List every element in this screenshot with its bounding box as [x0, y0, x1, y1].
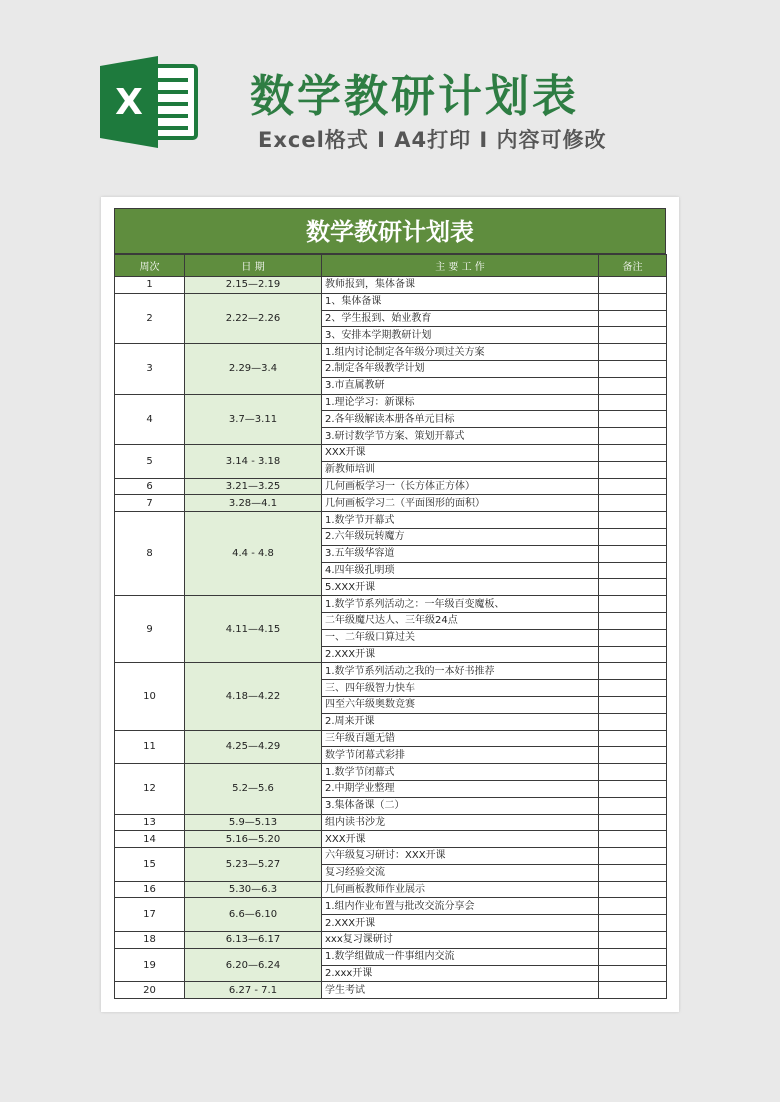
note-cell[interactable]	[599, 277, 667, 294]
date-range-cell[interactable]: 3.7—3.11	[185, 394, 322, 444]
note-cell[interactable]	[599, 797, 667, 814]
plan-table-body	[115, 277, 667, 999]
note-cell[interactable]	[599, 730, 667, 747]
note-cell[interactable]	[599, 848, 667, 865]
plan-table	[114, 254, 667, 999]
date-range-cell[interactable]: 4.25—4.29	[185, 730, 322, 764]
week-number-cell[interactable]: 8	[115, 512, 185, 596]
note-cell[interactable]	[599, 898, 667, 915]
table-row	[115, 344, 667, 361]
week-number-cell[interactable]: 3	[115, 344, 185, 394]
task-cell[interactable]: 二年级魔尺达人、三年级24点	[322, 612, 599, 629]
note-cell[interactable]	[599, 344, 667, 361]
date-range-cell[interactable]: 6.20—6.24	[185, 948, 322, 982]
week-number-cell[interactable]: 16	[115, 881, 185, 898]
task-cell[interactable]: 1.理论学习：新课标	[322, 394, 599, 411]
task-cell[interactable]: 1.数学节系列活动之：一年级百变魔板、	[322, 596, 599, 613]
table-row	[115, 932, 667, 949]
note-cell[interactable]	[599, 713, 667, 730]
table-row	[115, 277, 667, 294]
task-cell[interactable]: 2.XXX开课	[322, 646, 599, 663]
svg-text:X: X	[115, 82, 143, 123]
task-cell[interactable]: 复习经验交流	[322, 864, 599, 881]
task-cell[interactable]: 1.组内讨论制定各年级分项过关方案	[322, 344, 599, 361]
date-range-cell[interactable]: 3.14 - 3.18	[185, 444, 322, 478]
note-cell[interactable]	[599, 646, 667, 663]
date-range-cell[interactable]: 4.11—4.15	[185, 596, 322, 663]
date-range-cell[interactable]: 6.6—6.10	[185, 898, 322, 932]
table-row	[115, 444, 667, 461]
note-cell[interactable]	[599, 528, 667, 545]
note-cell[interactable]	[599, 864, 667, 881]
note-cell[interactable]	[599, 915, 667, 932]
task-cell[interactable]: XXX开课	[322, 444, 599, 461]
note-cell[interactable]	[599, 663, 667, 680]
note-cell[interactable]	[599, 696, 667, 713]
note-cell[interactable]	[599, 545, 667, 562]
note-cell[interactable]	[599, 780, 667, 797]
task-cell[interactable]: 1.数学节系列活动之我的一本好书推荐	[322, 663, 599, 680]
note-cell[interactable]	[599, 394, 667, 411]
week-number-cell[interactable]: 7	[115, 495, 185, 512]
task-cell[interactable]: xxx复习课研讨	[322, 932, 599, 949]
note-cell[interactable]	[599, 579, 667, 596]
task-cell[interactable]: 数学节闭幕式彩排	[322, 747, 599, 764]
note-cell[interactable]	[599, 629, 667, 646]
task-cell[interactable]: 1、集体备课	[322, 293, 599, 310]
note-cell[interactable]	[599, 461, 667, 478]
date-range-cell[interactable]: 4.4 - 4.8	[185, 512, 322, 596]
note-cell[interactable]	[599, 612, 667, 629]
note-cell[interactable]	[599, 310, 667, 327]
note-cell[interactable]	[599, 360, 667, 377]
task-cell[interactable]: 学生考试	[322, 982, 599, 999]
note-cell[interactable]	[599, 680, 667, 697]
week-number-cell[interactable]: 20	[115, 982, 185, 999]
sheet-title: 数学教研计划表	[114, 208, 666, 254]
date-range-cell[interactable]: 2.15—2.19	[185, 277, 322, 294]
task-cell[interactable]: 一、二年级口算过关	[322, 629, 599, 646]
date-range-cell[interactable]: 3.28—4.1	[185, 495, 322, 512]
table-row	[115, 814, 667, 831]
note-cell[interactable]	[599, 512, 667, 529]
note-cell[interactable]	[599, 747, 667, 764]
note-cell[interactable]	[599, 377, 667, 394]
task-cell[interactable]: 几何画板学习二（平面图形的面积）	[322, 495, 599, 512]
task-cell[interactable]: 三年级百题无错	[322, 730, 599, 747]
date-range-cell[interactable]: 6.13—6.17	[185, 932, 322, 949]
date-range-cell[interactable]: 3.21—3.25	[185, 478, 322, 495]
task-cell[interactable]: 2.制定各年级教学计划	[322, 360, 599, 377]
note-cell[interactable]	[599, 965, 667, 982]
task-cell[interactable]: 1.数学组做成一件事组内交流	[322, 948, 599, 965]
week-number-cell[interactable]: 19	[115, 948, 185, 982]
note-cell[interactable]	[599, 814, 667, 831]
table-row	[115, 730, 667, 747]
week-number-cell[interactable]: 11	[115, 730, 185, 764]
date-range-cell[interactable]: 6.27 - 7.1	[185, 982, 322, 999]
task-cell[interactable]: 组内读书沙龙	[322, 814, 599, 831]
task-cell[interactable]: 四至六年级奥数竞赛	[322, 696, 599, 713]
excel-logo-icon	[100, 56, 200, 148]
task-cell[interactable]: 3.市直属教研	[322, 377, 599, 394]
week-number-cell[interactable]: 4	[115, 394, 185, 444]
note-cell[interactable]	[599, 444, 667, 461]
table-row	[115, 898, 667, 915]
column-header-note: 备注	[599, 255, 667, 277]
date-range-cell[interactable]: 2.22—2.26	[185, 293, 322, 343]
note-cell[interactable]	[599, 948, 667, 965]
task-cell[interactable]: 5.XXX开课	[322, 579, 599, 596]
task-cell[interactable]: 1.组内作业布置与批改交流分享会	[322, 898, 599, 915]
note-cell[interactable]	[599, 596, 667, 613]
date-range-cell[interactable]: 5.9—5.13	[185, 814, 322, 831]
week-number-cell[interactable]: 14	[115, 831, 185, 848]
task-cell[interactable]: 3.五年级华容道	[322, 545, 599, 562]
note-cell[interactable]	[599, 327, 667, 344]
task-cell[interactable]: 2.中期学业整理	[322, 780, 599, 797]
task-cell[interactable]: 2.周来开课	[322, 713, 599, 730]
note-cell[interactable]	[599, 495, 667, 512]
note-cell[interactable]	[599, 428, 667, 445]
note-cell[interactable]	[599, 411, 667, 428]
note-cell[interactable]	[599, 932, 667, 949]
table-row	[115, 478, 667, 495]
table-row	[115, 948, 667, 965]
table-row	[115, 495, 667, 512]
week-number-cell[interactable]: 17	[115, 898, 185, 932]
date-range-cell[interactable]: 4.18—4.22	[185, 663, 322, 730]
date-range-cell[interactable]: 2.29—3.4	[185, 344, 322, 394]
task-cell[interactable]: 几何画板学习一（长方体正方体）	[322, 478, 599, 495]
table-row	[115, 881, 667, 898]
note-cell[interactable]	[599, 293, 667, 310]
table-row	[115, 848, 667, 865]
table-row	[115, 293, 667, 310]
week-number-cell[interactable]: 1	[115, 277, 185, 294]
note-cell[interactable]	[599, 764, 667, 781]
week-number-cell[interactable]: 2	[115, 293, 185, 343]
table-row	[115, 596, 667, 613]
date-range-cell[interactable]: 5.2—5.6	[185, 764, 322, 814]
week-number-cell[interactable]: 15	[115, 848, 185, 882]
column-header-week: 周次	[115, 255, 185, 277]
task-cell[interactable]: 新教师培训	[322, 461, 599, 478]
task-cell[interactable]: XXX开课	[322, 831, 599, 848]
task-cell[interactable]: 3.集体备课（二）	[322, 797, 599, 814]
task-cell[interactable]: 2、学生报到、始业教育	[322, 310, 599, 327]
note-cell[interactable]	[599, 982, 667, 999]
task-cell[interactable]: 4.四年级孔明琐	[322, 562, 599, 579]
page-subtitle: Excel格式 I A4打印 I 内容可修改	[258, 128, 607, 152]
note-cell[interactable]	[599, 831, 667, 848]
note-cell[interactable]	[599, 562, 667, 579]
table-row	[115, 663, 667, 680]
week-number-cell[interactable]: 18	[115, 932, 185, 949]
date-range-cell[interactable]: 5.23—5.27	[185, 848, 322, 882]
week-number-cell[interactable]: 6	[115, 478, 185, 495]
task-cell[interactable]: 2.xxx开课	[322, 965, 599, 982]
task-cell[interactable]: 教师报到，集体备课	[322, 277, 599, 294]
table-row	[115, 512, 667, 529]
task-cell[interactable]: 2.六年级玩转魔方	[322, 528, 599, 545]
table-row	[115, 764, 667, 781]
task-cell[interactable]: 2.各年级解读本册各单元目标	[322, 411, 599, 428]
note-cell[interactable]	[599, 881, 667, 898]
page-title: 数学教研计划表	[250, 71, 579, 122]
note-cell[interactable]	[599, 478, 667, 495]
task-cell[interactable]: 1.数学节开幕式	[322, 512, 599, 529]
week-number-cell[interactable]: 5	[115, 444, 185, 478]
column-header-date: 日 期	[185, 255, 322, 277]
task-cell[interactable]: 1.数学节闭幕式	[322, 764, 599, 781]
week-number-cell[interactable]: 13	[115, 814, 185, 831]
table-row	[115, 982, 667, 999]
task-cell[interactable]: 2.XXX开课	[322, 915, 599, 932]
week-number-cell[interactable]: 9	[115, 596, 185, 663]
table-row	[115, 394, 667, 411]
task-cell[interactable]: 几何画板教师作业展示	[322, 881, 599, 898]
task-cell[interactable]: 3、安排本学期教研计划	[322, 327, 599, 344]
table-header-row	[115, 255, 667, 277]
date-range-cell[interactable]: 5.16—5.20	[185, 831, 322, 848]
table-row	[115, 831, 667, 848]
week-number-cell[interactable]: 12	[115, 764, 185, 814]
week-number-cell[interactable]: 10	[115, 663, 185, 730]
task-cell[interactable]: 3.研讨数学节方案、策划开幕式	[322, 428, 599, 445]
date-range-cell[interactable]: 5.30—6.3	[185, 881, 322, 898]
task-cell[interactable]: 三、四年级智力快车	[322, 680, 599, 697]
task-cell[interactable]: 六年级复习研讨：XXX开课	[322, 848, 599, 865]
column-header-work: 主 要 工 作	[322, 255, 599, 277]
